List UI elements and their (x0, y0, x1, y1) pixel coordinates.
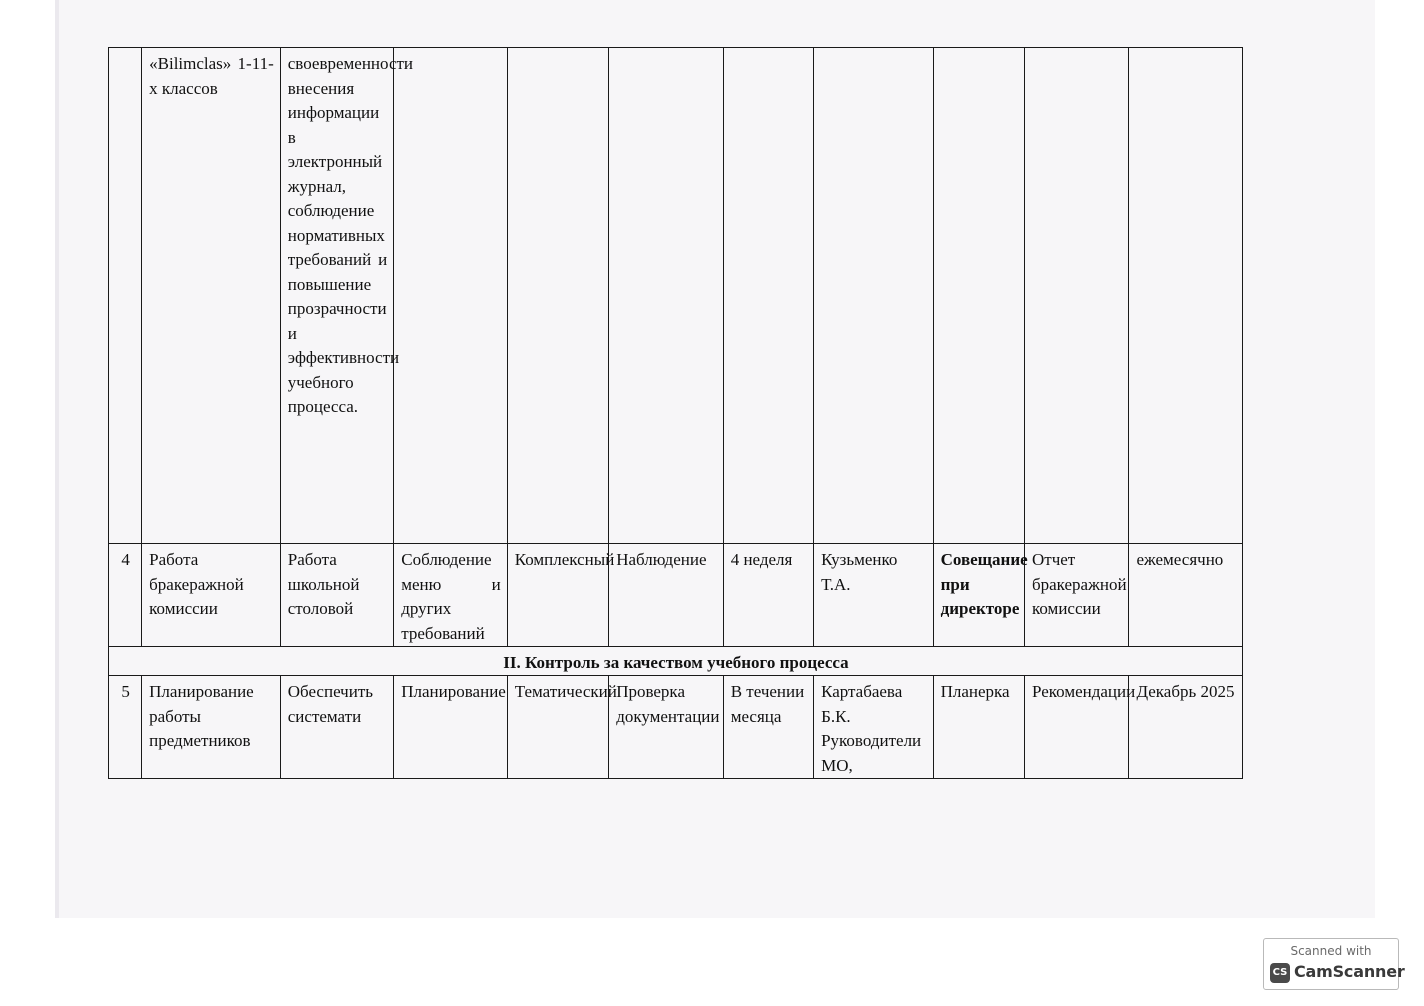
cell-review-place (933, 48, 1024, 544)
cell-object: Работа бракеражной комиссии (142, 544, 281, 647)
cell-period (1129, 48, 1243, 544)
table-row (109, 676, 1243, 779)
cell-responsible (814, 48, 934, 544)
cell-type: Комплексный (507, 544, 608, 647)
cell-responsible: Картабаева Б.К. Руководители МО, (814, 676, 934, 779)
cell-method: Наблюдение (609, 544, 724, 647)
cell-content: Соблюдение меню и других требований (394, 544, 508, 647)
badge-caption: Scanned with (1290, 944, 1372, 958)
section-heading: II. Контроль за качеством учебного процесса (109, 647, 1243, 676)
cell-goal: Обеспечить системати (280, 676, 394, 779)
cell-number: 5 (109, 676, 142, 779)
cell-deadline: 4 неделя (723, 544, 813, 647)
cell-period: ежемесячно (1129, 544, 1243, 647)
cell-type: Тематический (507, 676, 608, 779)
table-row (109, 48, 1243, 544)
cell-number (109, 48, 142, 544)
table-row (109, 544, 1243, 647)
cell-review-place: Планерка (933, 676, 1024, 779)
section-row (109, 647, 1243, 676)
cell-review-place: Совещание при директоре (933, 544, 1024, 647)
cell-object: Планирование работы предметников (142, 676, 281, 779)
cell-deadline (723, 48, 813, 544)
cell-content: Планирование (394, 676, 508, 779)
cell-goal: Работа школьной столовой (280, 544, 394, 647)
cell-method (609, 48, 724, 544)
cell-goal: своевременности внесения информации в электронный журнал, соблюдение нормативных требований и повышение прозрачности и эффективности учебного процесса. (280, 48, 394, 544)
cell-responsible: Кузьменко Т.А. (814, 544, 934, 647)
camscanner-badge (1263, 938, 1405, 990)
cell-type (507, 48, 608, 544)
cell-content (394, 48, 508, 544)
cell-result (1024, 48, 1128, 544)
page-shadow-edge (55, 0, 59, 918)
cell-period: Декабрь 2025 (1129, 676, 1243, 779)
cell-result: Рекомендации (1024, 676, 1128, 779)
cell-number: 4 (109, 544, 142, 647)
cell-deadline: В течении месяца (723, 676, 813, 779)
badge-brand: CamScanner (1294, 962, 1405, 981)
control-plan-table (108, 47, 1243, 779)
cell-method: Проверка документации (609, 676, 724, 779)
cell-result: Отчет бракеражной комиссии (1024, 544, 1128, 647)
cell-object: «Bilimclas» 1-11-х классов (142, 48, 281, 544)
camscanner-logo-icon: CS (1270, 963, 1290, 983)
